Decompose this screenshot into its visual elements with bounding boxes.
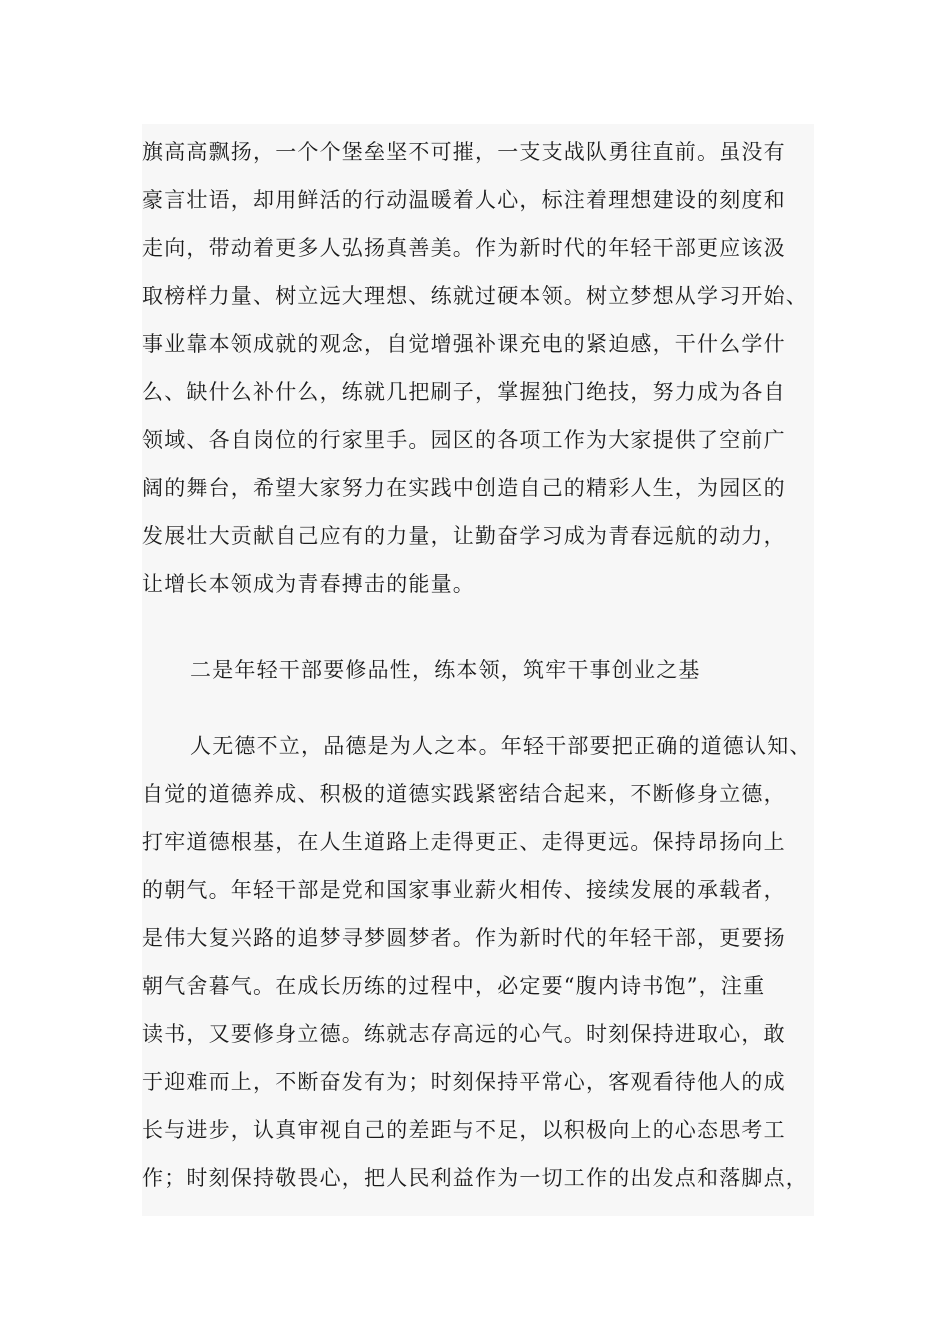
text-line: 人无德不立，品德是为人之本。年轻干部要把正确的道德认知、 — [190, 734, 812, 758]
text-line: 让增长本领成为青春搏击的能量。 — [142, 572, 475, 596]
section-heading: 二是年轻干部要修品性，练本领，筑牢干事创业之基 — [190, 658, 701, 682]
text-line: 么、缺什么补什么，练就几把刷子，掌握独门绝技，努力成为各自 — [142, 380, 786, 404]
text-line: 旗高高飘扬，一个个堡垒坚不可摧，一支支战队勇往直前。虽没有 — [142, 140, 786, 164]
text-line: 打牢道德根基，在人生道路上走得更正、走得更远。保持昂扬向上 — [142, 830, 786, 854]
text-line: 作；时刻保持敬畏心，把人民利益作为一切工作的出发点和落脚点， — [142, 1166, 808, 1190]
text-line: 事业靠本领成就的观念，自觉增强补课充电的紧迫感，干什么学什 — [142, 332, 786, 356]
text-line: 读书，又要修身立德。练就志存高远的心气。时刻保持进取心，敢 — [142, 1022, 786, 1046]
text-line: 领域、各自岗位的行家里手。园区的各项工作为大家提供了空前广 — [142, 428, 786, 452]
text-line: 的朝气。年轻干部是党和国家事业薪火相传、接续发展的承载者， — [142, 878, 786, 902]
text-line: 走向，带动着更多人弘扬真善美。作为新时代的年轻干部更应该汲 — [142, 236, 786, 260]
body-text — [142, 124, 814, 1216]
text-line: 朝气舍暮气。在成长历练的过程中，必定要“腹内诗书饱”，注重 — [142, 974, 766, 998]
text-line: 是伟大复兴路的追梦寻梦圆梦者。作为新时代的年轻干部，更要扬 — [142, 926, 786, 950]
text-line: 发展壮大贡献自己应有的力量，让勤奋学习成为青春远航的动力， — [142, 524, 786, 548]
text-line: 于迎难而上，不断奋发有为；时刻保持平常心，客观看待他人的成 — [142, 1070, 786, 1094]
text-line: 长与进步，认真审视自己的差距与不足，以积极向上的心态思考工 — [142, 1118, 786, 1142]
text-line: 豪言壮语，却用鲜活的行动温暖着人心，标注着理想建设的刻度和 — [142, 188, 786, 212]
text-line: 取榜样力量、树立远大理想、练就过硬本领。树立梦想从学习开始、 — [142, 284, 808, 308]
text-line: 阔的舞台，希望大家努力在实践中创造自己的精彩人生，为园区的 — [142, 476, 786, 500]
text-line: 自觉的道德养成、积极的道德实践紧密结合起来，不断修身立德， — [142, 782, 786, 806]
